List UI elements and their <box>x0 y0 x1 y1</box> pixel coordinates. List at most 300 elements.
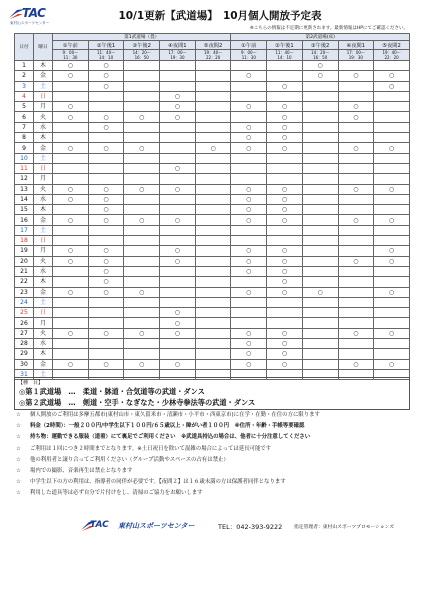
table-row <box>15 61 410 71</box>
time-end: 19：30 <box>348 55 363 60</box>
available-mark: ○ <box>338 256 374 266</box>
day-cell: 13 <box>15 184 34 194</box>
available-mark: ○ <box>302 61 338 71</box>
day-cell: 16 <box>15 215 34 225</box>
day-cell: 31 <box>15 369 34 379</box>
available-mark: ○ <box>338 359 374 369</box>
table-row <box>15 339 410 349</box>
star-bullet: ☆ <box>16 423 21 430</box>
day-cell: 18 <box>15 236 34 246</box>
available-mark: ○ <box>53 143 89 153</box>
available-mark: ○ <box>267 81 303 91</box>
schedule-body <box>15 61 410 380</box>
table-row <box>15 122 410 132</box>
available-mark: ○ <box>88 112 124 122</box>
time-header-row <box>15 50 410 61</box>
weekday-cell: 火 <box>34 328 53 338</box>
empty-slot <box>302 102 338 112</box>
empty-slot <box>53 91 89 101</box>
empty-slot <box>195 112 231 122</box>
available-mark: ○ <box>267 133 303 143</box>
weekday-cell: 日 <box>34 91 53 101</box>
table-row <box>15 133 410 143</box>
time-start: 14：20～ <box>311 50 330 55</box>
empty-slot <box>160 61 196 71</box>
day-cell: 7 <box>15 122 34 132</box>
day-column-header: 日付 <box>15 34 34 61</box>
day-cell: 30 <box>15 359 34 369</box>
weekday-cell: 土 <box>34 225 53 235</box>
available-mark: ○ <box>160 112 196 122</box>
page-title: 10/1更新【武道場】 10月個人開放予定表 <box>118 10 322 22</box>
weekday-cell: 木 <box>34 61 53 71</box>
time-start: 19：40～ <box>204 50 223 55</box>
weekday-cell: 水 <box>34 339 53 349</box>
empty-slot <box>124 225 160 235</box>
legend-title: 【種 目】 <box>18 380 44 386</box>
session-time <box>88 50 124 61</box>
empty-slot <box>88 236 124 246</box>
note-line <box>14 410 414 421</box>
time-end: 11：30 <box>241 55 256 60</box>
empty-slot <box>302 225 338 235</box>
available-mark: ○ <box>231 266 267 276</box>
empty-slot <box>267 91 303 101</box>
empty-slot <box>267 225 303 235</box>
session-header: ③午後2 <box>302 41 338 50</box>
weekday-cell: 月 <box>34 102 53 112</box>
empty-slot <box>160 81 196 91</box>
empty-slot <box>302 153 338 163</box>
available-mark: ○ <box>338 112 374 122</box>
empty-slot <box>160 277 196 287</box>
table-row <box>15 81 410 91</box>
empty-slot <box>267 236 303 246</box>
day-cell: 19 <box>15 246 34 256</box>
table-row <box>15 236 410 246</box>
available-mark: ○ <box>53 71 89 81</box>
empty-slot <box>374 318 410 328</box>
empty-slot <box>53 163 89 173</box>
dojo2-header: 第2武道場(床) <box>231 34 410 41</box>
empty-slot <box>195 122 231 132</box>
star-bullet: ☆ <box>16 479 21 486</box>
day-cell: 27 <box>15 328 34 338</box>
empty-slot <box>231 163 267 173</box>
empty-slot <box>374 205 410 215</box>
available-mark: ○ <box>267 359 303 369</box>
note-text: 個人開放のご利用は多摩五都市(東村山市・東久留米市・清瀬市・小平市・西東京市)に在学・在勤・在住の方に限ります <box>30 412 320 418</box>
empty-slot <box>124 266 160 276</box>
empty-slot <box>160 225 196 235</box>
table-row <box>15 266 410 276</box>
weekday-cell: 木 <box>34 205 53 215</box>
empty-slot <box>302 246 338 256</box>
day-cell: 17 <box>15 225 34 235</box>
empty-slot <box>338 339 374 349</box>
note-line <box>14 432 414 443</box>
available-mark: ○ <box>124 359 160 369</box>
empty-slot <box>338 246 374 256</box>
empty-slot <box>124 205 160 215</box>
note-line <box>14 466 414 477</box>
table-row <box>15 184 410 194</box>
empty-slot <box>195 102 231 112</box>
weekday-cell: 日 <box>34 163 53 173</box>
note-text: ご利用は１回につき２時間までとなります。※土日祝日を除いて混雑の場合によっては延長可能です <box>30 445 272 452</box>
empty-slot <box>338 81 374 91</box>
available-mark: ○ <box>88 328 124 338</box>
table-row <box>15 71 410 81</box>
table-row <box>15 143 410 153</box>
empty-slot <box>338 91 374 101</box>
empty-slot <box>374 153 410 163</box>
legend-dojo2: ◎第２武道場 … 剣道・空手・なぎなた・少林寺拳法等の武道・ダンス <box>19 398 256 407</box>
empty-slot <box>338 174 374 184</box>
available-mark: ○ <box>124 287 160 297</box>
available-mark: ○ <box>88 194 124 204</box>
empty-slot <box>195 215 231 225</box>
table-row <box>15 194 410 204</box>
empty-slot <box>231 318 267 328</box>
weekday-cell: 水 <box>34 194 53 204</box>
empty-slot <box>195 256 231 266</box>
time-start: 11：40～ <box>96 50 116 55</box>
available-mark: ○ <box>231 359 267 369</box>
empty-slot <box>338 349 374 359</box>
empty-slot <box>160 349 196 359</box>
available-mark: ○ <box>160 328 196 338</box>
day-cell: 25 <box>15 308 34 318</box>
available-mark: ○ <box>231 246 267 256</box>
available-mark: ○ <box>53 328 89 338</box>
time-end: 22：20 <box>384 55 399 60</box>
session-header: ②午後1 <box>88 41 124 50</box>
weekday-column-header: 曜日 <box>34 34 53 61</box>
empty-slot <box>374 174 410 184</box>
empty-slot <box>302 81 338 91</box>
available-mark: ○ <box>124 215 160 225</box>
day-cell: 11 <box>15 163 34 173</box>
empty-slot <box>53 277 89 287</box>
dojo1-header: 第1武道場（畳） <box>53 34 231 41</box>
available-mark: ○ <box>267 112 303 122</box>
empty-slot <box>124 339 160 349</box>
empty-slot <box>231 297 267 307</box>
available-mark: ○ <box>374 328 410 338</box>
day-cell: 21 <box>15 266 34 276</box>
available-mark: ○ <box>267 194 303 204</box>
session-header: ①午前 <box>53 41 89 50</box>
empty-slot <box>302 143 338 153</box>
empty-slot <box>338 266 374 276</box>
empty-slot <box>53 308 89 318</box>
empty-slot <box>231 153 267 163</box>
time-end: 14：10 <box>277 55 292 60</box>
available-mark: ○ <box>338 71 374 81</box>
note-line <box>14 488 414 499</box>
time-end: 14：10 <box>98 55 114 60</box>
footer-manager: 指定管理者：東村山スポーツプロモーションズ <box>294 525 395 530</box>
empty-slot <box>53 153 89 163</box>
weekday-cell: 土 <box>34 81 53 91</box>
empty-slot <box>195 71 231 81</box>
empty-slot <box>231 81 267 91</box>
empty-slot <box>124 246 160 256</box>
available-mark: ○ <box>53 359 89 369</box>
empty-slot <box>53 205 89 215</box>
empty-slot <box>124 318 160 328</box>
empty-slot <box>124 256 160 266</box>
day-cell: 26 <box>15 318 34 328</box>
empty-slot <box>374 266 410 276</box>
available-mark: ○ <box>53 194 89 204</box>
weekday-cell: 火 <box>34 184 53 194</box>
empty-slot <box>195 184 231 194</box>
empty-slot <box>338 205 374 215</box>
empty-slot <box>195 328 231 338</box>
available-mark: ○ <box>338 102 374 112</box>
empty-slot <box>160 174 196 184</box>
empty-slot <box>338 153 374 163</box>
available-mark: ○ <box>231 349 267 359</box>
available-mark: ○ <box>374 287 410 297</box>
weekday-cell: 土 <box>34 297 53 307</box>
empty-slot <box>374 91 410 101</box>
empty-slot <box>267 308 303 318</box>
session-time <box>160 50 196 61</box>
empty-slot <box>374 225 410 235</box>
available-mark: ○ <box>231 143 267 153</box>
empty-slot <box>195 246 231 256</box>
empty-slot <box>160 122 196 132</box>
day-cell: 3 <box>15 81 34 91</box>
weekday-cell: 金 <box>34 143 53 153</box>
available-mark: ○ <box>160 318 196 328</box>
available-mark: ○ <box>160 256 196 266</box>
empty-slot <box>302 318 338 328</box>
available-mark: ○ <box>231 328 267 338</box>
empty-slot <box>88 163 124 173</box>
empty-slot <box>338 61 374 71</box>
empty-slot <box>302 266 338 276</box>
available-mark: ○ <box>231 194 267 204</box>
session-header-row <box>15 41 410 50</box>
footer-phone: TEL：042-393-9222 <box>218 523 283 531</box>
time-start: 9：00～ <box>62 50 79 55</box>
star-bullet: ☆ <box>16 467 21 474</box>
empty-slot <box>338 122 374 132</box>
note-line <box>14 477 414 488</box>
available-mark: ○ <box>160 184 196 194</box>
available-mark: ○ <box>374 215 410 225</box>
weekday-cell: 日 <box>34 236 53 246</box>
legend-dojo1: ◎第１武道場 … 柔道・躰道・合気道等の武道・ダンス <box>19 387 205 396</box>
empty-slot <box>195 163 231 173</box>
empty-slot <box>374 236 410 246</box>
empty-slot <box>374 61 410 71</box>
empty-slot <box>195 225 231 235</box>
empty-slot <box>338 236 374 246</box>
star-bullet: ☆ <box>16 434 21 441</box>
empty-slot <box>124 71 160 81</box>
available-mark: ○ <box>231 256 267 266</box>
available-mark: ○ <box>231 122 267 132</box>
table-row <box>15 112 410 122</box>
available-mark: ○ <box>88 71 124 81</box>
available-mark: ○ <box>302 71 338 81</box>
empty-slot <box>267 318 303 328</box>
time-start: 17：00～ <box>346 50 365 55</box>
empty-slot <box>302 163 338 173</box>
empty-slot <box>53 297 89 307</box>
available-mark: ○ <box>267 328 303 338</box>
empty-slot <box>374 133 410 143</box>
day-cell: 20 <box>15 256 34 266</box>
note-text: 他の利用者と譲り合ってご利用ください（グループ活動やスペースの占有は禁止） <box>30 456 229 463</box>
table-row <box>15 246 410 256</box>
empty-slot <box>195 194 231 204</box>
table-row <box>15 215 410 225</box>
available-mark: ○ <box>195 143 231 153</box>
empty-slot <box>53 81 89 91</box>
session-time <box>267 50 303 61</box>
day-cell: 22 <box>15 277 34 287</box>
empty-slot <box>53 318 89 328</box>
footer-center-name: 東村山スポーツセンター <box>118 522 195 530</box>
star-bullet: ☆ <box>16 490 21 497</box>
time-start: 17：00～ <box>168 50 187 55</box>
table-row <box>15 328 410 338</box>
weekday-cell: 木 <box>34 133 53 143</box>
table-row <box>15 174 410 184</box>
available-mark: ○ <box>338 328 374 338</box>
weekday-cell: 火 <box>34 112 53 122</box>
weekday-cell: 月 <box>34 318 53 328</box>
empty-slot <box>231 225 267 235</box>
empty-slot <box>302 277 338 287</box>
session-header: ④夜間1 <box>160 41 196 50</box>
empty-slot <box>160 143 196 153</box>
empty-slot <box>302 349 338 359</box>
empty-slot <box>302 194 338 204</box>
empty-slot <box>160 297 196 307</box>
empty-slot <box>231 61 267 71</box>
day-cell: 29 <box>15 349 34 359</box>
session-header: ⑤夜間2 <box>195 41 231 50</box>
available-mark: ○ <box>374 246 410 256</box>
empty-slot <box>302 174 338 184</box>
empty-slot <box>195 287 231 297</box>
empty-slot <box>195 349 231 359</box>
session-time <box>302 50 338 61</box>
empty-slot <box>231 174 267 184</box>
empty-slot <box>302 205 338 215</box>
available-mark: ○ <box>267 102 303 112</box>
available-mark: ○ <box>88 287 124 297</box>
available-mark: ○ <box>88 266 124 276</box>
available-mark: ○ <box>88 246 124 256</box>
weekday-cell: 金 <box>34 287 53 297</box>
empty-slot <box>53 174 89 184</box>
day-cell: 24 <box>15 297 34 307</box>
empty-slot <box>53 349 89 359</box>
time-start: 19：40～ <box>382 50 401 55</box>
available-mark: ○ <box>231 215 267 225</box>
group-header-row <box>15 34 410 41</box>
available-mark: ○ <box>374 81 410 91</box>
weekday-cell: 月 <box>34 246 53 256</box>
weekday-cell: 金 <box>34 71 53 81</box>
available-mark: ○ <box>88 205 124 215</box>
empty-slot <box>302 339 338 349</box>
empty-slot <box>195 277 231 287</box>
empty-slot <box>374 102 410 112</box>
available-mark: ○ <box>88 81 124 91</box>
day-cell: 8 <box>15 133 34 143</box>
empty-slot <box>195 61 231 71</box>
weekday-cell: 火 <box>34 256 53 266</box>
empty-slot <box>302 184 338 194</box>
available-mark: ○ <box>88 359 124 369</box>
empty-slot <box>338 308 374 318</box>
empty-slot <box>302 359 338 369</box>
empty-slot <box>160 266 196 276</box>
time-end: 16：50 <box>313 55 328 60</box>
update-notice: ※こちらの情報は不定期に更新されます。最新情報はHPにてご確認ください。 <box>249 26 408 31</box>
empty-slot <box>231 277 267 287</box>
logo-subtext: 東村山スポーツセンター <box>10 21 50 25</box>
empty-slot <box>302 133 338 143</box>
weekday-cell: 金 <box>34 215 53 225</box>
empty-slot <box>88 318 124 328</box>
table-row <box>15 163 410 173</box>
time-start: 11：40～ <box>275 50 294 55</box>
available-mark: ○ <box>88 122 124 132</box>
sport-legend <box>14 377 410 410</box>
weekday-cell: 金 <box>34 359 53 369</box>
available-mark: ○ <box>267 215 303 225</box>
empty-slot <box>302 297 338 307</box>
available-mark: ○ <box>302 287 338 297</box>
empty-slot <box>124 91 160 101</box>
empty-slot <box>88 102 124 112</box>
empty-slot <box>195 297 231 307</box>
available-mark: ○ <box>374 71 410 81</box>
available-mark: ○ <box>267 349 303 359</box>
empty-slot <box>160 194 196 204</box>
empty-slot <box>124 308 160 318</box>
empty-slot <box>195 81 231 91</box>
empty-slot <box>302 215 338 225</box>
time-start: 14：20～ <box>132 50 151 55</box>
session-header: ④夜間1 <box>338 41 374 50</box>
tac-logo <box>8 8 66 30</box>
empty-slot <box>88 297 124 307</box>
available-mark: ○ <box>267 339 303 349</box>
empty-slot <box>88 133 124 143</box>
session-time <box>374 50 410 61</box>
available-mark: ○ <box>267 143 303 153</box>
available-mark: ○ <box>267 184 303 194</box>
day-cell: 6 <box>15 112 34 122</box>
session-time <box>338 50 374 61</box>
empty-slot <box>374 339 410 349</box>
available-mark: ○ <box>53 287 89 297</box>
available-mark: ○ <box>160 102 196 112</box>
empty-slot <box>231 308 267 318</box>
empty-slot <box>160 133 196 143</box>
